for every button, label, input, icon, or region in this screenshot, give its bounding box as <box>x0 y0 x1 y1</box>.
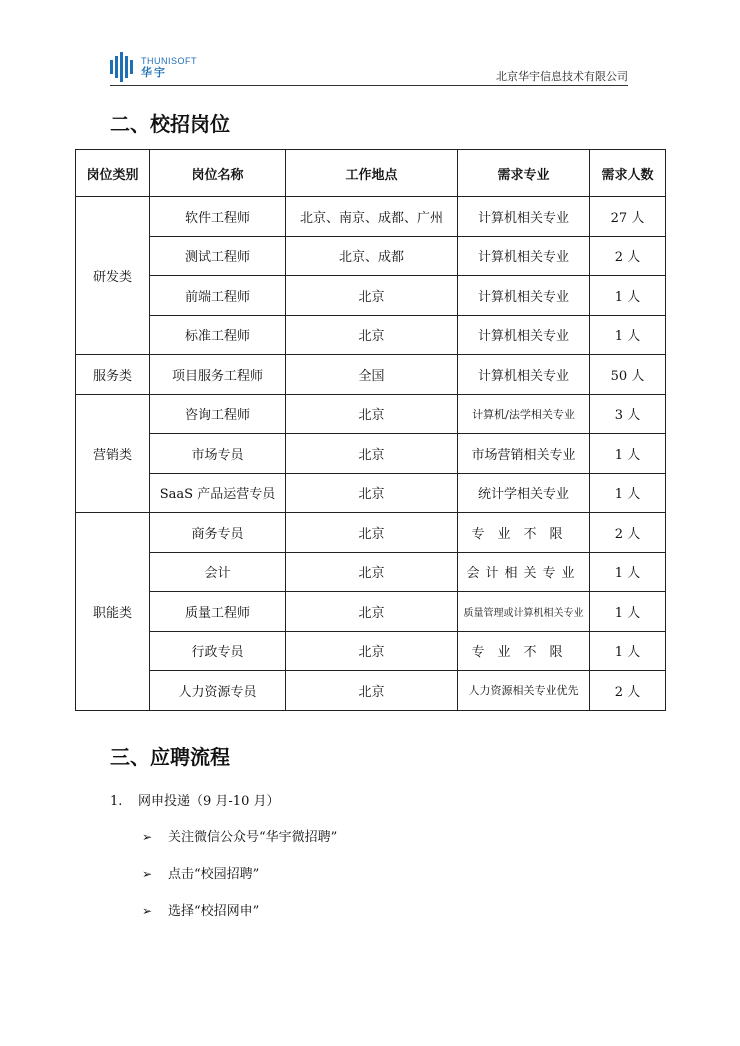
table-row <box>76 236 666 276</box>
position-location: 北京 <box>286 552 458 592</box>
table-row <box>76 671 666 711</box>
position-location: 北京 <box>286 276 458 316</box>
position-count: 1 人 <box>590 631 666 671</box>
table-row <box>76 631 666 671</box>
position-name: SaaS 产品运营专员 <box>150 473 286 513</box>
company-name: 北京华宇信息技术有限公司 <box>496 70 628 83</box>
position-name: 会计 <box>150 552 286 592</box>
table-row <box>76 315 666 355</box>
col-header-count: 需求人数 <box>590 150 666 197</box>
col-header-location: 工作地点 <box>286 150 458 197</box>
category-cell: 服务类 <box>76 355 150 395</box>
position-name: 行政专员 <box>150 631 286 671</box>
position-location: 北京 <box>286 671 458 711</box>
position-location: 北京 <box>286 631 458 671</box>
position-major: 统计学相关专业 <box>458 473 590 513</box>
position-count: 27 人 <box>590 197 666 237</box>
table-row <box>76 434 666 474</box>
step-online-application <box>110 790 279 809</box>
position-location: 北京、成都 <box>286 236 458 276</box>
position-name: 前端工程师 <box>150 276 286 316</box>
substep-text: 选择“校招网申” <box>168 904 260 919</box>
position-location: 全国 <box>286 355 458 395</box>
position-count: 2 人 <box>590 513 666 553</box>
header-divider <box>110 85 628 86</box>
position-major: 计算机/法学相关专业 <box>458 394 590 434</box>
substep-select-apply <box>142 900 259 919</box>
section-title-process: 三、应聘流程 <box>110 745 230 769</box>
position-count: 50 人 <box>590 355 666 395</box>
position-major: 人力资源相关专业优先 <box>458 671 590 711</box>
category-cell: 营销类 <box>76 394 150 513</box>
page-header <box>0 0 740 90</box>
position-name: 测试工程师 <box>150 236 286 276</box>
position-name: 软件工程师 <box>150 197 286 237</box>
position-name: 质量工程师 <box>150 592 286 632</box>
position-name: 市场专员 <box>150 434 286 474</box>
substep-text: 点击“校园招聘” <box>168 867 260 882</box>
table-header-row <box>76 150 666 197</box>
arrow-bullet-icon: ➢ <box>142 830 153 844</box>
table-row <box>76 276 666 316</box>
table-row <box>76 592 666 632</box>
table-row <box>76 197 666 237</box>
position-count: 1 人 <box>590 552 666 592</box>
position-location: 北京 <box>286 394 458 434</box>
arrow-bullet-icon: ➢ <box>142 904 153 918</box>
position-count: 1 人 <box>590 473 666 513</box>
position-count: 2 人 <box>590 671 666 711</box>
position-major: 计算机相关专业 <box>458 355 590 395</box>
position-major: 计算机相关专业 <box>458 197 590 237</box>
positions-table <box>75 149 666 711</box>
company-logo <box>110 50 197 84</box>
position-count: 2 人 <box>590 236 666 276</box>
category-cell: 研发类 <box>76 197 150 355</box>
position-name: 项目服务工程师 <box>150 355 286 395</box>
step-number: 1. <box>110 794 123 809</box>
position-count: 1 人 <box>590 434 666 474</box>
position-location: 北京 <box>286 473 458 513</box>
position-location: 北京 <box>286 315 458 355</box>
logo-chinese: 华宇 <box>141 66 167 79</box>
table-row <box>76 513 666 553</box>
table-row <box>76 394 666 434</box>
col-header-category: 岗位类别 <box>76 150 150 197</box>
substep-click-campus <box>142 863 259 882</box>
position-major: 会计相关专业 <box>458 552 590 592</box>
substep-follow-wechat <box>142 826 337 845</box>
substep-text: 关注微信公众号“华宇微招聘” <box>168 830 338 845</box>
category-cell: 职能类 <box>76 513 150 711</box>
table-row <box>76 552 666 592</box>
position-major: 计算机相关专业 <box>458 276 590 316</box>
col-header-name: 岗位名称 <box>150 150 286 197</box>
position-major: 专业不限 <box>458 631 590 671</box>
position-location: 北京 <box>286 592 458 632</box>
section-title-positions: 二、校招岗位 <box>110 112 230 136</box>
position-name: 标准工程师 <box>150 315 286 355</box>
position-count: 1 人 <box>590 592 666 632</box>
position-location: 北京、南京、成都、广州 <box>286 197 458 237</box>
position-major: 专业不限 <box>458 513 590 553</box>
position-count: 1 人 <box>590 276 666 316</box>
position-name: 商务专员 <box>150 513 286 553</box>
table-row <box>76 473 666 513</box>
position-location: 北京 <box>286 434 458 474</box>
logo-bars-icon <box>110 50 135 84</box>
position-location: 北京 <box>286 513 458 553</box>
position-major: 质量管理或计算机相关专业 <box>458 592 590 632</box>
position-name: 人力资源专员 <box>150 671 286 711</box>
table-row <box>76 355 666 395</box>
col-header-major: 需求专业 <box>458 150 590 197</box>
position-major: 计算机相关专业 <box>458 236 590 276</box>
position-major: 市场营销相关专业 <box>458 434 590 474</box>
position-count: 3 人 <box>590 394 666 434</box>
position-count: 1 人 <box>590 315 666 355</box>
arrow-bullet-icon: ➢ <box>142 867 153 881</box>
logo-english: THUNISOFT <box>141 56 197 66</box>
step-text: 网申投递（9 月-10 月） <box>138 794 280 809</box>
position-major: 计算机相关专业 <box>458 315 590 355</box>
position-name: 咨询工程师 <box>150 394 286 434</box>
